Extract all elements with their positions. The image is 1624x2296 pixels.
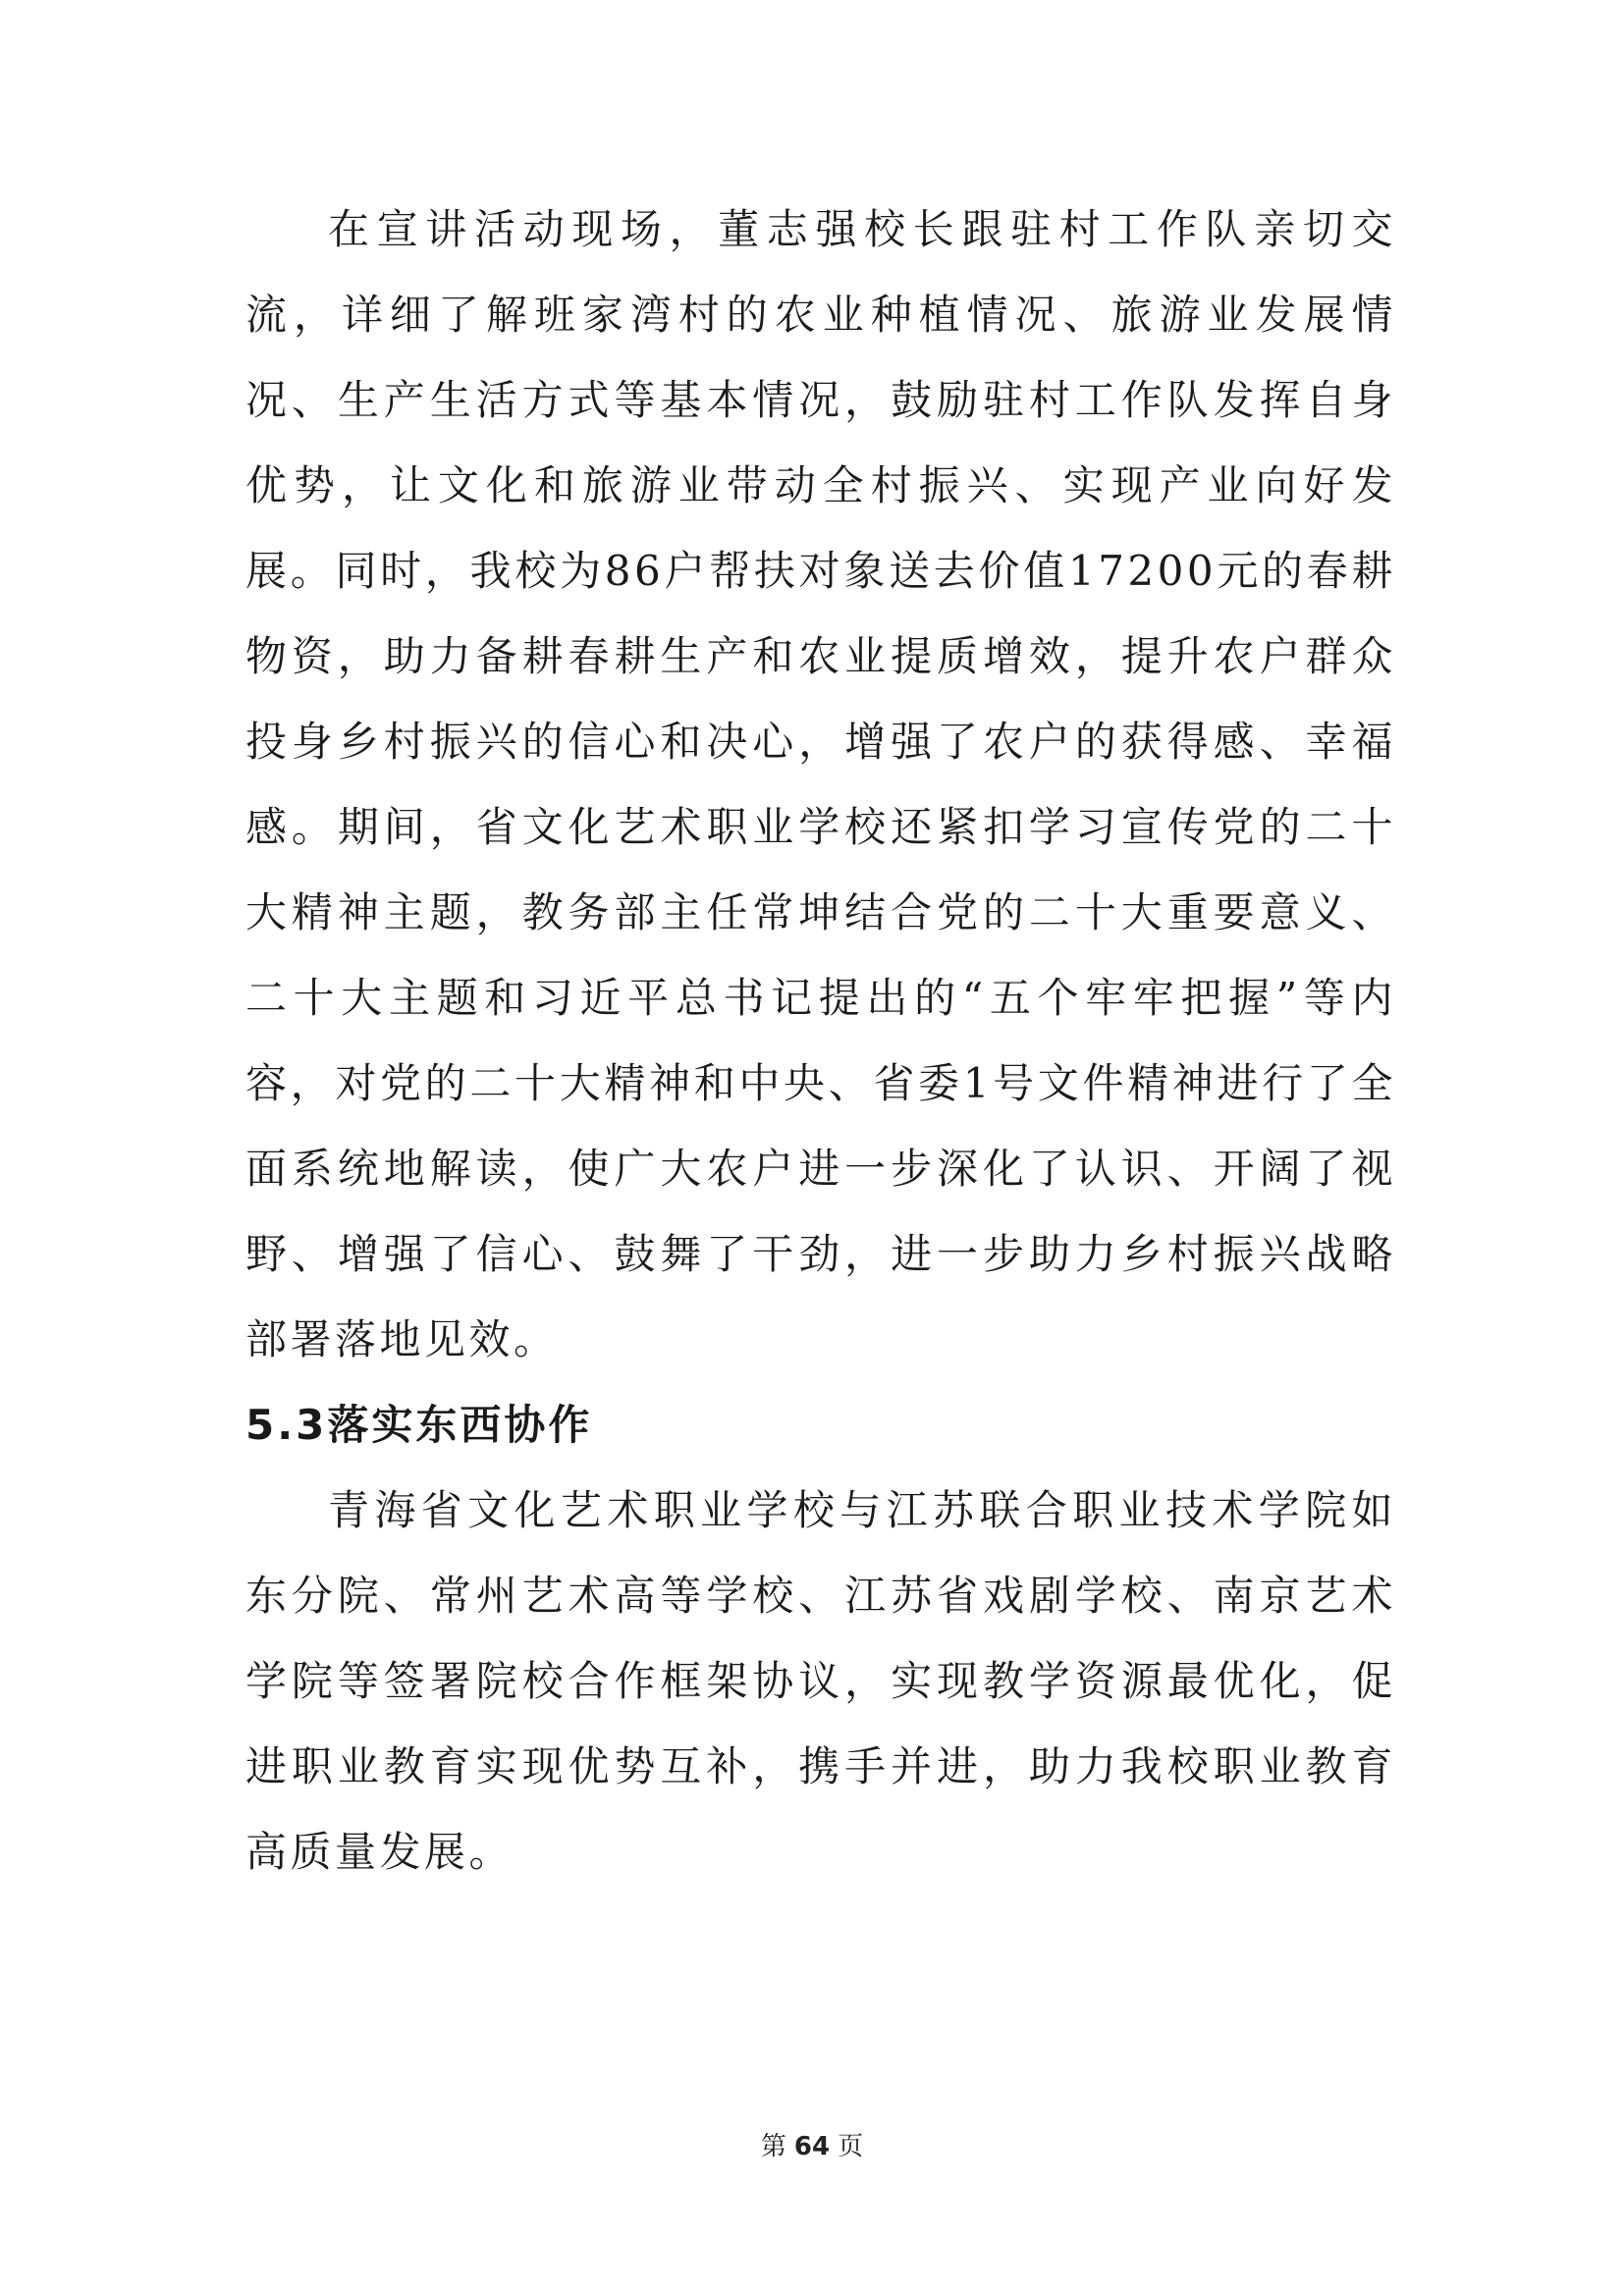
section-heading: 5.3落实东西协作 bbox=[245, 1401, 593, 1449]
page-footer bbox=[0, 2130, 1624, 2163]
page-number-suffix: 页 bbox=[838, 2132, 864, 2162]
document-body bbox=[245, 187, 1396, 1895]
paragraph-east-west-cooperation: 青海省文化艺术职业学校与江苏联合职业技术学院如东分院、常州艺术高等学校、江苏省戏剧学校、南京艺术学院等签署院校合作框架协议，实现教学资源最优化，促进职业教育实现优势互补，携手并进，助力我校职业教育高质量发展。 bbox=[245, 1486, 1396, 1876]
page-number-prefix: 第 bbox=[760, 2132, 786, 2162]
paragraph-rural-revitalization: 在宣讲活动现场，董志强校长跟驻村工作队亲切交流，详细了解班家湾村的农业种植情况、旅游业发展情况、生产生活方式等基本情况，鼓励驻村工作队发挥自身优势，让文化和旅游业带动全村振兴、实现产业向好发展。同时，我校为86户帮扶对象送去价值17200元的春耕物资，助力备耕春耕生产和农业提质增效，提升农户群众投身乡村振兴的信心和决心，增强了农户的获得感、幸福感。期间，省文化艺术职业学校还紧扣学习宣传党的二十大精神主题，教务部主任常坤结合党的二十大重要意义、二十大主题和习近平总书记提出的“五个牢牢把握”等内容，对党的二十大精神和中央、省委1号文件精神进行了全面系统地解读，使广大农户进一步深化了认识、开阔了视野、增强了信心、鼓舞了干劲，进一步助力乡村振兴战略部署落地见效。 bbox=[245, 205, 1396, 1363]
page-number: 64 bbox=[793, 2132, 831, 2162]
